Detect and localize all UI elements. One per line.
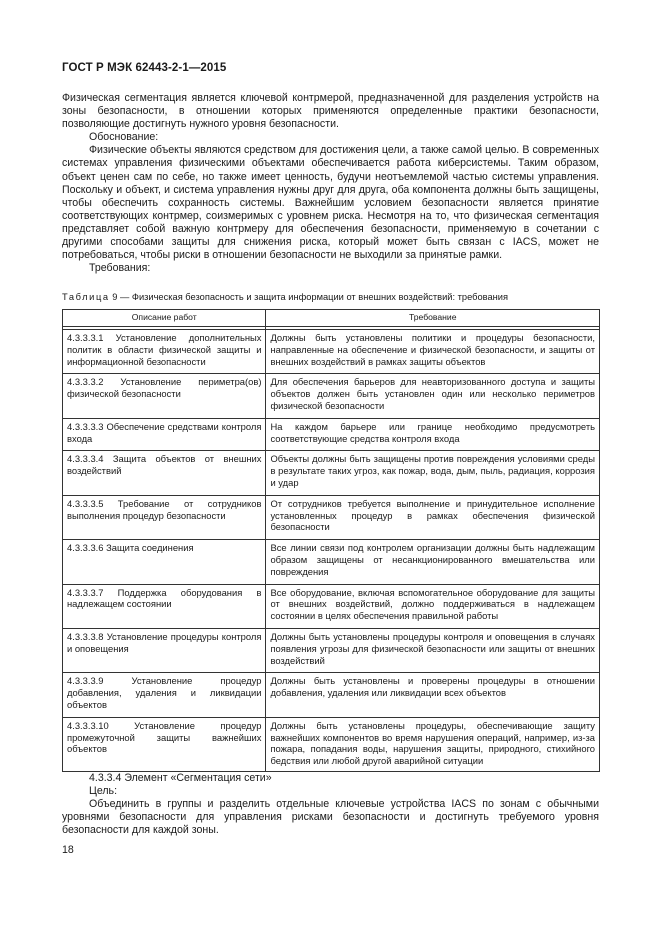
requirement-cell xyxy=(266,416,600,449)
work-description: 4.3.3.3.7 Поддержка оборудования в надлежащем состоянии xyxy=(63,584,265,613)
requirement-cell xyxy=(266,448,600,492)
table-row xyxy=(63,626,600,670)
requirement-text: На каждом барьере или границе необходимо предусмотреть соответствующие средства контроля входа xyxy=(266,418,599,447)
table-body xyxy=(63,327,600,772)
work-description-cell xyxy=(63,582,266,626)
requirement-text: Должны быть установлены и проверены процедуры в отношении добавления, удаления или ликвидации всех объектов xyxy=(266,672,599,701)
work-description: 4.3.3.3.2 Установление периметра(ов) физической безопасности xyxy=(63,373,265,402)
requirement-text: Должны быть установлены процедуры, обеспечивающие защиту важнейших компонентов во время нарушения операций, например, из-за пожара, попадания воды, нарушения защиты, природного, стихийного бедствия или любой другой аварийной ситуации xyxy=(266,717,599,769)
work-description: 4.3.3.3.4 Защита объектов от внешних воздействий xyxy=(63,450,265,479)
work-description-cell xyxy=(63,327,266,372)
table-row xyxy=(63,670,600,714)
work-description-cell xyxy=(63,670,266,714)
rationale-label: Обоснование: xyxy=(89,131,159,144)
requirement-cell xyxy=(266,493,600,537)
table-row xyxy=(63,537,600,581)
requirement-cell xyxy=(266,582,600,626)
table-row xyxy=(63,416,600,449)
requirement-text: Все оборудование, включая вспомогательное оборудование для защиты от внешних воздействий, должно поддерживаться в надлежащем состоянии в целях обеспечения правильной работы xyxy=(266,584,599,624)
work-description-cell xyxy=(63,448,266,492)
requirement-cell xyxy=(266,670,600,714)
requirement-text: Объекты должны быть защищены против повреждения условиями среды в результате таких угроз, как пожар, вода, дым, пыль, радиация, коррозия и удар xyxy=(266,450,599,490)
work-description: 4.3.3.3.3 Обеспечение средствами контроля входа xyxy=(63,418,265,447)
column-header-work: Описание работ xyxy=(63,310,266,327)
requirements-table xyxy=(62,309,600,772)
work-description-cell xyxy=(63,371,266,415)
work-description-cell xyxy=(63,537,266,581)
goal-text: Объединить в группы и разделить отдельные ключевые устройства IACS по зонам с обычными уровнями безопасности для управления рисками безопасности и достигнуть требуемого уровня безопасности для каждой зоны. xyxy=(62,798,599,837)
page-number: 18 xyxy=(62,844,74,856)
requirement-text: Для обеспечения барьеров для неавторизованного доступа и защиты объектов должен быть установлен один или несколько периметров физической безопасности xyxy=(266,373,599,413)
requirement-text: От сотрудников требуется выполнение и принудительное исполнение установленных процедур в рамках обеспечения физической безопасности xyxy=(266,495,599,535)
table-row xyxy=(63,448,600,492)
column-header-requirement: Требование xyxy=(266,310,600,327)
requirement-text: Должны быть установлены политики и процедуры безопасности, направленные на обеспечение и физической безопасности, и защиты от внешних воздействий в рамках защиты объектов xyxy=(266,329,599,369)
work-description: 4.3.3.3.5 Требование от сотрудников выполнения процедур безопасности xyxy=(63,495,265,524)
requirement-cell xyxy=(266,626,600,670)
table-row xyxy=(63,327,600,372)
work-description-cell xyxy=(63,416,266,449)
requirement-cell xyxy=(266,537,600,581)
table-caption-label: Таблица xyxy=(62,292,110,302)
requirement-cell xyxy=(266,371,600,415)
requirement-cell xyxy=(266,327,600,372)
table-caption-text: 9 — Физическая безопасность и защита информации от внешних воздействий: требования xyxy=(109,292,509,302)
work-description-cell xyxy=(63,715,266,772)
table-header-row xyxy=(63,310,600,327)
requirement-cell xyxy=(266,715,600,772)
goal-label: Цель: xyxy=(89,785,118,798)
requirements-label: Требования: xyxy=(89,262,151,275)
work-description-cell xyxy=(63,626,266,670)
table-row xyxy=(63,371,600,415)
work-description: 4.3.3.3.8 Установление процедуры контроля и оповещения xyxy=(63,628,265,657)
table-row xyxy=(63,493,600,537)
work-description-cell xyxy=(63,493,266,537)
work-description: 4.3.3.3.10 Установление процедур промежуточной защиты важнейших объектов xyxy=(63,717,265,757)
work-description: 4.3.3.3.9 Установление процедур добавления, удаления и ликвидации объектов xyxy=(63,672,265,712)
requirement-text: Все линии связи под контролем организации должны быть надлежащим образом защищены от несанкционированного вмешательства или повреждения xyxy=(266,539,599,579)
table-row xyxy=(63,715,600,772)
section-text xyxy=(62,772,599,837)
work-description: 4.3.3.3.6 Защита соединения xyxy=(63,539,265,556)
intro-text xyxy=(62,92,599,275)
table-caption xyxy=(62,292,622,302)
document-header: ГОСТ Р МЭК 62443-2-1—2015 xyxy=(62,62,227,74)
section-heading: 4.3.3.4 Элемент «Сегментация сети» xyxy=(89,772,272,784)
work-description: 4.3.3.3.1 Установление дополнительных политик в области физической защиты и информационной безопасности xyxy=(63,329,265,369)
paragraph-rationale: Физические объекты являются средством для достижения цели, а также самой целью. В современных системах управления физическими объектами обеспечивается работа киберсистемы. Таким образом, объект ценен сам по себе, но также имеет ценность, будучи неотъемлемой частью системы управления. Поскольку и объект, и система управления нужны друг для друга, оба компонента должны быть защищены, чтобы обеспечить сохранность системы. Важнейшим условием безопасности является принятие соответствующих контрмер, соизмеримых с уровнем риска. Несмотря на то, что физическая сегментация представляет собой важную контрмеру для обеспечения безопасности, применяемую в сочетании с другими способами защиты для снижения риска, который может быть связан с IACS, может не потребоваться, чтобы риски в отношении безопасности не выходили за принятые рамки. xyxy=(62,144,599,262)
paragraph-segmentation: Физическая сегментация является ключевой контрмерой, предназначенной для разделения устройств на зоны безопасности, в отношении которых применяются определенные практики безопасности, позволяющие достигнуть нужного уровня безопасности. xyxy=(62,92,599,131)
requirement-text: Должны быть установлены процедуры контроля и оповещения в случаях появления угрозы для физической безопасности или защиты от внешних воздействий xyxy=(266,628,599,668)
table-row xyxy=(63,582,600,626)
